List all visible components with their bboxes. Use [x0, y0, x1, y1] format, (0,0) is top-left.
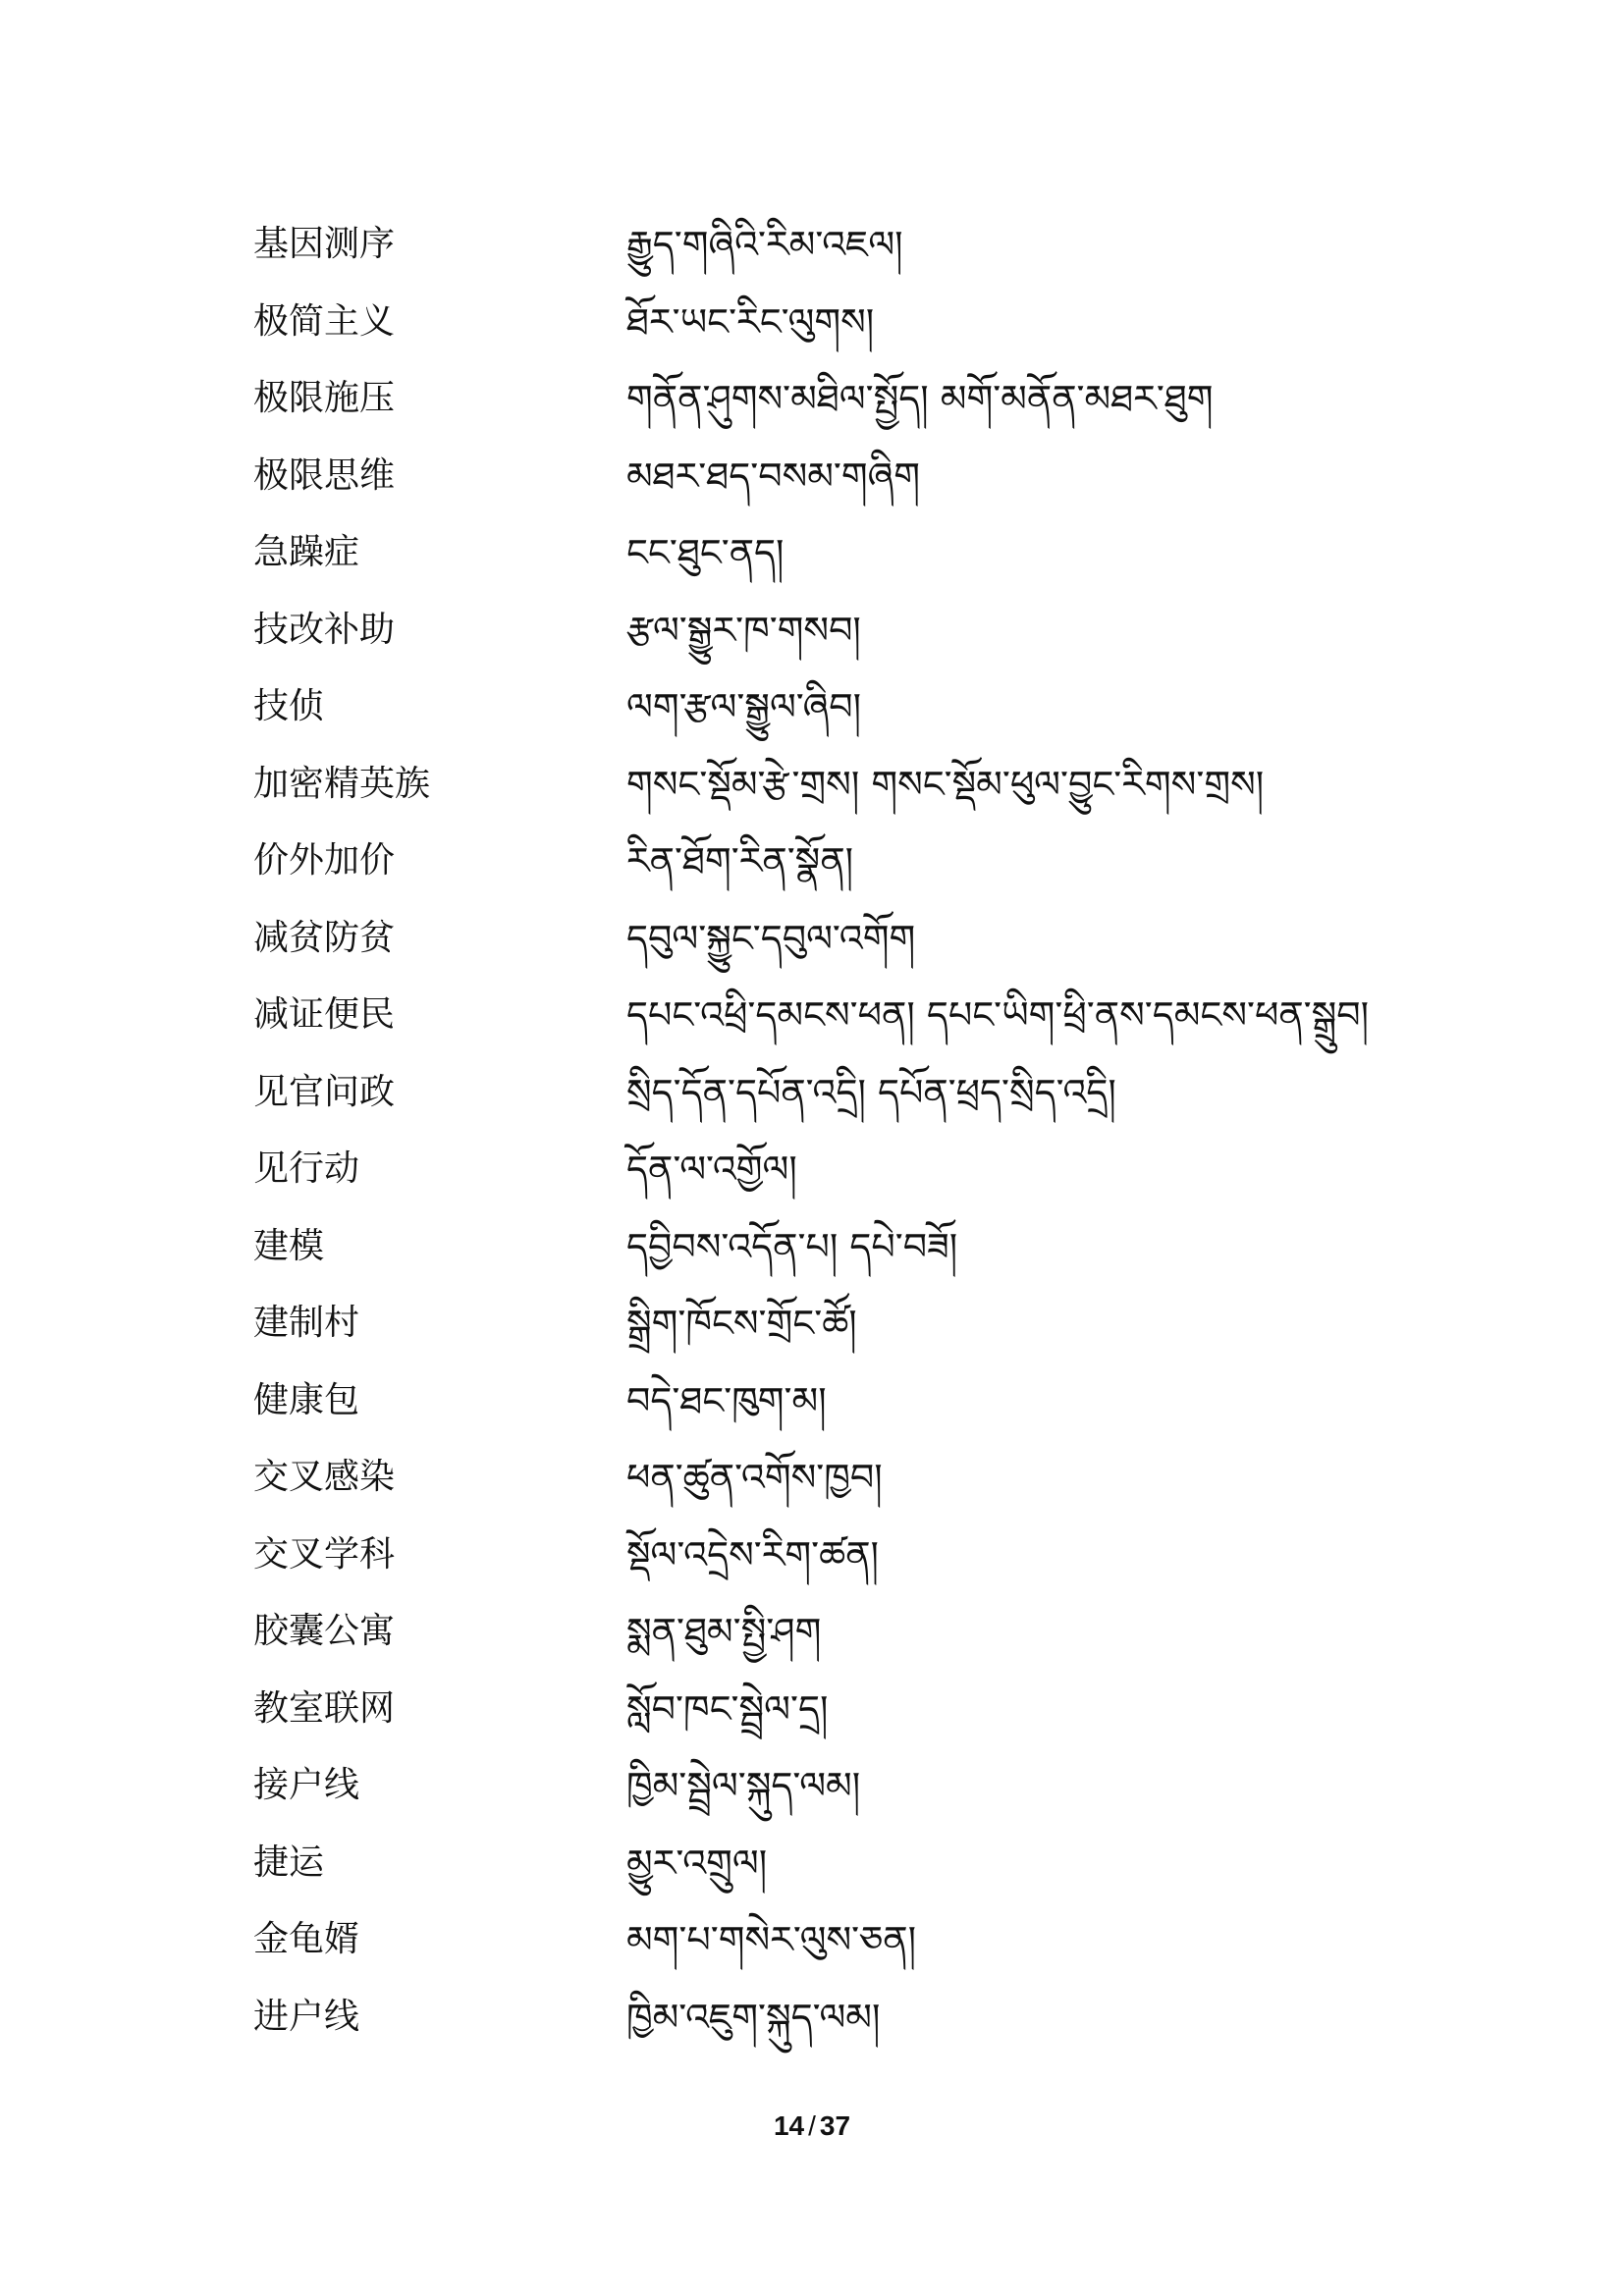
chinese-term: 极限施压: [253, 378, 396, 419]
tibetan-translation: རིན་ཐོག་རིན་སྣོན།: [626, 839, 854, 883]
tibetan-translation: ཕན་ཚུན་འགོས་ཁྱབ།: [626, 1456, 883, 1500]
chinese-term: 急躁症: [253, 532, 360, 573]
page-current: 14: [773, 2110, 805, 2141]
glossary-entry: [253, 1747, 1432, 1825]
chinese-term: 减贫防贫: [253, 917, 396, 958]
tibetan-translation: བདེ་ཐང་ཁུག་མ།: [626, 1378, 827, 1422]
page-separator: /: [808, 2110, 816, 2141]
glossary-entry: [253, 514, 1432, 592]
glossary-entry: [253, 977, 1432, 1054]
tibetan-translation: མྱུར་འགྲུལ།: [626, 1841, 768, 1885]
chinese-term: 减证便民: [253, 994, 396, 1036]
tibetan-translation: ལག་རྩལ་སྒྱུལ་ཞིབ།: [626, 685, 862, 729]
glossary-entry: [253, 360, 1432, 438]
tibetan-translation: གསང་སྡོམ་རྩེ་གྲས། གསང་སྡོམ་ཕུལ་བྱུང་རིགས་གྲས།: [626, 762, 1265, 806]
tibetan-translation: ཁྱིམ་འཇུག་སྐུད་ལམ།: [626, 1995, 881, 2039]
tibetan-translation: མཐར་ཐད་བསམ་གཞིག: [626, 454, 920, 498]
chinese-term: 加密精英族: [253, 763, 431, 804]
glossary-entry: [253, 1362, 1432, 1440]
tibetan-translation: དཔང་འཕྲི་དམངས་ཕན། དཔང་ཡིག་ཕྲི་ནས་དམངས་ཕན་སྒྲུབ།: [626, 993, 1370, 1038]
chinese-term: 进户线: [253, 1996, 360, 2037]
chinese-term: 捷运: [253, 1842, 325, 1883]
tibetan-translation: སྒྲིག་ཁོངས་གྲོང་ཚོ།: [626, 1302, 857, 1346]
glossary-entry: [253, 1054, 1432, 1132]
chinese-term: 交叉学科: [253, 1533, 396, 1575]
tibetan-translation: ཁྱིམ་སྦྲེལ་སྐུད་ལམ།: [626, 1764, 861, 1808]
tibetan-translation: དོན་ལ་འགྱོལ།: [626, 1148, 797, 1192]
glossary-entry: [253, 1131, 1432, 1208]
glossary-entry: [253, 284, 1432, 361]
chinese-term: 技侦: [253, 686, 325, 727]
glossary-entry: [253, 1901, 1432, 1979]
glossary-entry: [253, 1671, 1432, 1748]
tibetan-translation: སློབ་ཁང་སྦྲེལ་དྲ།: [626, 1686, 829, 1731]
tibetan-translation: རྒྱུད་གཞིའི་རིམ་འཇལ།: [626, 223, 903, 267]
glossary-entry: [253, 746, 1432, 824]
chinese-term: 见官问政: [253, 1071, 396, 1112]
chinese-term: 价外加价: [253, 840, 396, 881]
chinese-term: 技改补助: [253, 609, 396, 650]
chinese-term: 接户线: [253, 1765, 360, 1806]
tibetan-translation: སྡོལ་འདྲེས་རིག་ཚན།: [626, 1532, 879, 1576]
chinese-term: 极限思维: [253, 454, 396, 496]
chinese-term: 建制村: [253, 1303, 360, 1344]
chinese-term: 建模: [253, 1225, 325, 1266]
glossary-entry: [253, 1979, 1432, 2056]
glossary-list: [253, 206, 1432, 2056]
chinese-term: 交叉感染: [253, 1457, 396, 1498]
tibetan-translation: ངང་ཐུང་ནད།: [626, 531, 785, 575]
glossary-entry: [253, 823, 1432, 900]
tibetan-translation: དབྱིབས་འདོན་པ། དཔེ་བཟོ།: [626, 1224, 958, 1268]
tibetan-translation: རྩལ་སྒྱུར་ཁ་གསབ།: [626, 608, 861, 652]
tibetan-translation: མག་པ་གསེར་ལུས་ཅན།: [626, 1918, 917, 1962]
glossary-entry: [253, 1439, 1432, 1517]
page-total: 37: [819, 2110, 851, 2141]
glossary-entry: [253, 1285, 1432, 1362]
glossary-entry: [253, 1208, 1432, 1286]
glossary-entry: [253, 592, 1432, 669]
chinese-term: 金龟婿: [253, 1919, 360, 1960]
page-number: [0, 2110, 1624, 2142]
tibetan-translation: སྲིད་དོན་དཔོན་འདྲི། དཔོན་ཕྲད་སྲིད་འདྲི།: [626, 1070, 1116, 1114]
tibetan-translation: དབུལ་སྐྱུང་དབུལ་འགོག: [626, 916, 916, 960]
chinese-term: 胶囊公寓: [253, 1611, 396, 1652]
chinese-term: 极简主义: [253, 300, 396, 342]
glossary-entry: [253, 900, 1432, 978]
tibetan-translation: སྨན་ཐུམ་སྤྱི་ཤག: [626, 1610, 822, 1654]
chinese-term: 健康包: [253, 1379, 360, 1420]
tibetan-translation: གནོན་ཤུགས་མཐིལ་སྤྱོད། མགོ་མནོན་མཐར་ཐུག: [626, 377, 1214, 421]
chinese-term: 见行动: [253, 1148, 360, 1190]
chinese-term: 基因测序: [253, 224, 396, 265]
glossary-entry: [253, 438, 1432, 515]
glossary-entry: [253, 206, 1432, 284]
glossary-entry: [253, 1825, 1432, 1902]
chinese-term: 教室联网: [253, 1687, 396, 1729]
glossary-entry: [253, 1593, 1432, 1671]
glossary-entry: [253, 668, 1432, 746]
tibetan-translation: ཐོར་ཡང་རིང་ལུགས།: [626, 299, 875, 344]
glossary-entry: [253, 1517, 1432, 1594]
